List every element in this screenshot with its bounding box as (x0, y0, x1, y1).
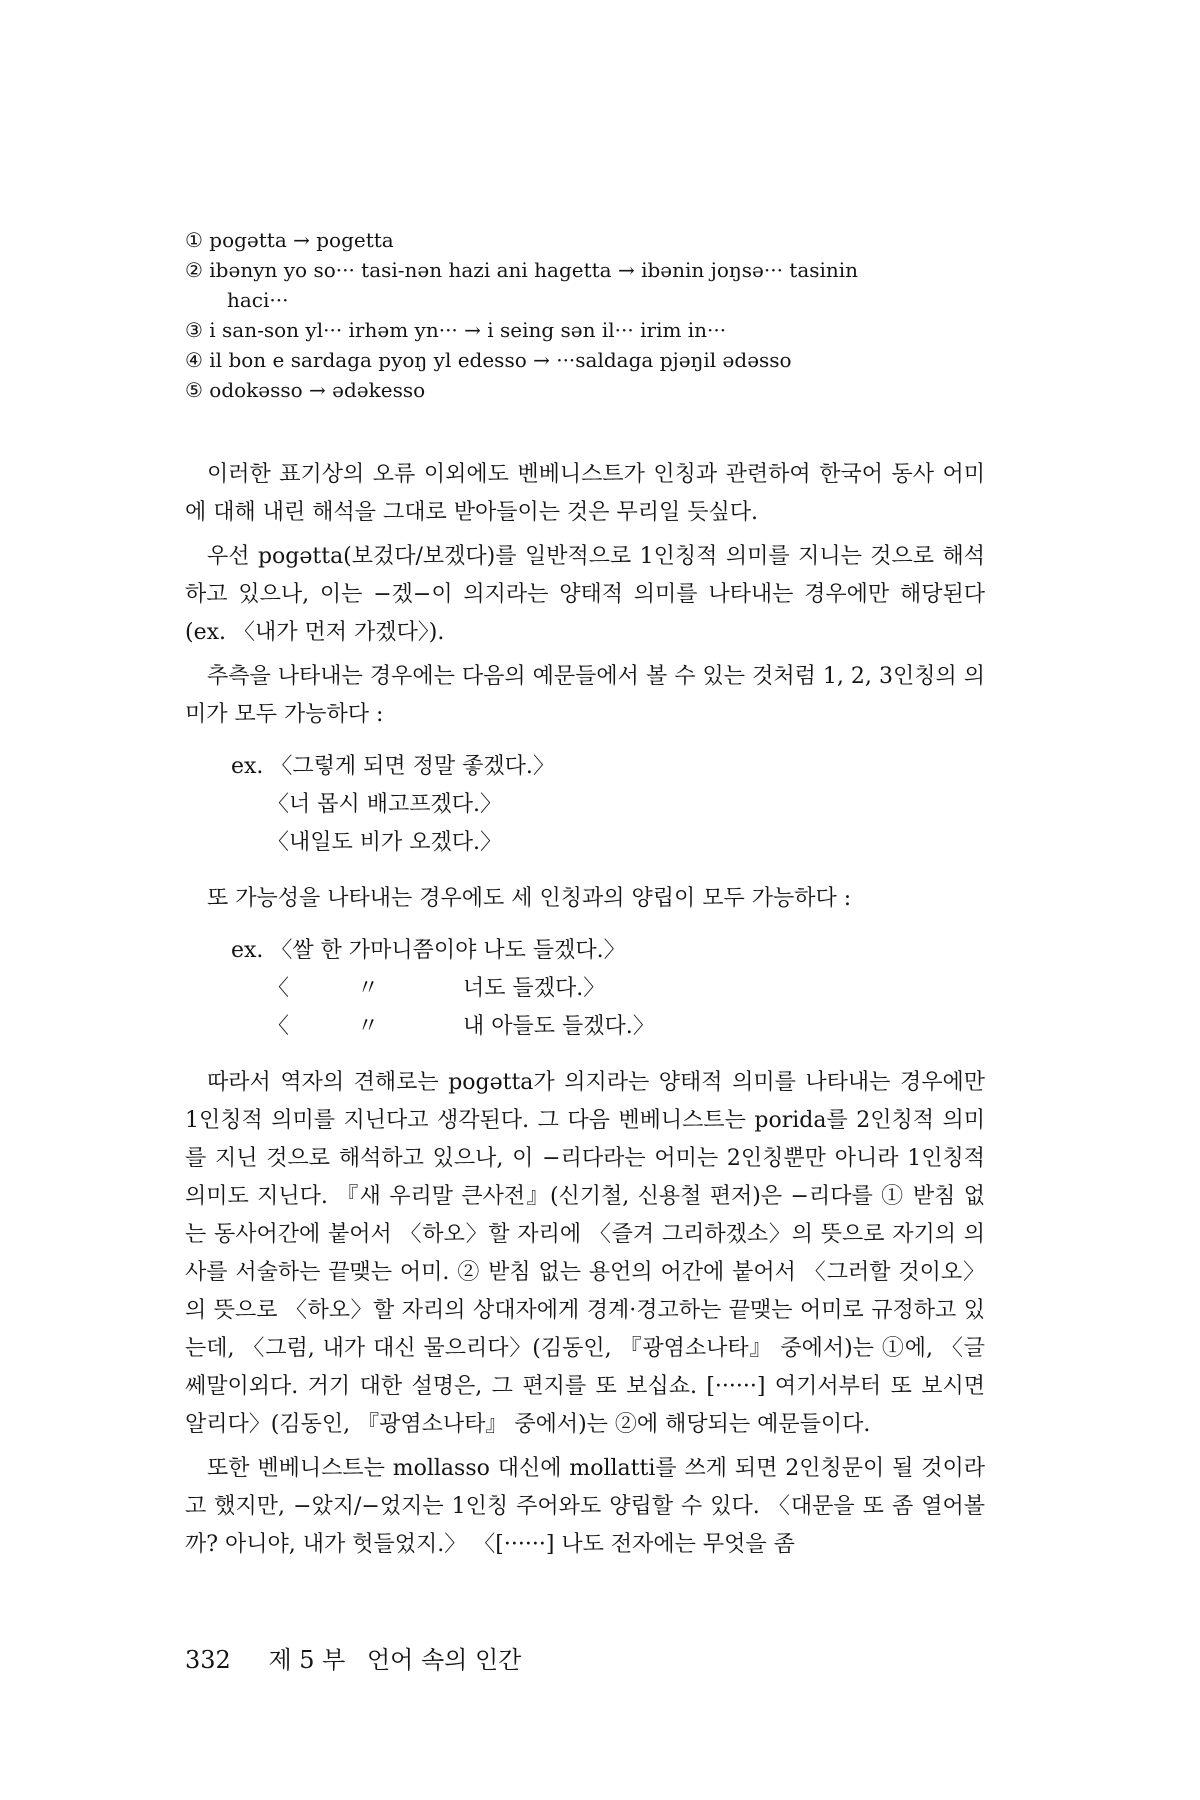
open-bracket: 〈 (267, 1014, 290, 1039)
ditto-mark: 〃 (357, 1014, 380, 1039)
open-bracket: 〈 (267, 976, 290, 1001)
paragraph: 따라서 역자의 견해로는 pogətta가 의지라는 양태적 의미를 나타내는 경우에만 1인칭적 의미를 지닌다고 생각된다. 그 다음 벤베니스트는 porida를 2인칭적 의미를 지닌 것으로 해석하고 있으나, 이 −리다라는 어미는 2인칭뿐만 아니라 1인칭적 의미도 지닌다. 『새 우리말 큰사전』(신기철, 신용철 편저)은 −리다를 ① 받침 없는 동사어간에 붙어서 〈하오〉할 자리에 〈즐겨 그리하겠소〉의 뜻으로 자기의 의사를 서술하는 끝맺는 어미. ② 받침 없는 용언의 어간에 붙어서 〈그러할 것이오〉의 뜻으로 〈하오〉할 자리의 상대자에게 경계·경고하는 끝맺는 어미로 규정하고 있는데, 〈그럼, 내가 대신 물으리다〉(김동인, 『광염소나타』 중에서)는 ①에, 〈글쎄말이외다. 거기 대한 설명은, 그 편지를 또 보십쇼. [······] 여기서부터 또 보시면 알리다〉(김동인, 『광염소나타』 중에서)는 ②에 해당되는 예문들이다. (185, 1070, 985, 1437)
example-row (231, 970, 985, 1008)
example-sentences-inference (231, 748, 985, 862)
example-sentence: 〈쌀 한 가마니쯤이야 나도 들겠다.〉 (270, 938, 626, 963)
example-item: ② ibənyn yo so··· tasi-nən hazi ani hagetta → ibənin joŋsə··· tasinin (185, 258, 859, 282)
paragraph: 또 가능성을 나타내는 경우에도 세 인칭과의 양립이 모두 가능하다 : (207, 886, 852, 911)
example-row (231, 932, 985, 970)
paragraph: 이러한 표기상의 오류 이외에도 벤베니스트가 인칭과 관련하여 한국어 동사 어미에 대해 내린 해석을 그대로 받아들이는 것은 무리일 듯싶다. (185, 462, 985, 525)
example-item-continuation: haci··· (227, 288, 289, 312)
example-prefix: ex. (231, 754, 264, 779)
example-item: ⑤ odokəsso → ədəkesso (185, 378, 426, 402)
ditto-mark: 〃 (357, 976, 380, 1001)
example-row (231, 824, 985, 862)
example-sentence: 내 아들도 들겠다.〉 (463, 1014, 655, 1039)
example-item: ① pogətta → pogetta (185, 228, 394, 252)
section-title: 언어 속의 인간 (367, 1646, 522, 1674)
example-sentence: 너도 들겠다.〉 (463, 976, 606, 1001)
part-label: 제 5 부 (268, 1646, 346, 1674)
romanization-example-list (185, 225, 985, 405)
page-footer (185, 1640, 521, 1675)
paragraph: 또한 벤베니스트는 mollasso 대신에 mollatti를 쓰게 되면 2인칭문이 될 것이라고 했지만, −았지/−었지는 1인칭 주어와도 양립할 수 있다. 〈대문을 또 좀 열어볼까? 아니야, 내가 헛들었지.〉 〈[······] 나도 전자에는 무엇을 좀 (185, 1456, 985, 1557)
example-sentences-possibility (231, 932, 985, 1046)
example-item: ③ i san-son yl··· irhəm yn··· → i seing sən il··· irim in··· (185, 318, 727, 342)
example-item: ④ il bon e sardaga pyoŋ yl edesso → ···saldaga pjəŋil ədəsso (185, 348, 792, 372)
example-row (231, 748, 985, 786)
page-number: 332 (185, 1646, 231, 1674)
paragraph: 추측을 나타내는 경우에는 다음의 예문들에서 볼 수 있는 것처럼 1, 2, 3인칭의 의미가 모두 가능하다 : (185, 664, 985, 727)
example-row (231, 1008, 985, 1046)
body-text (185, 456, 985, 1570)
example-sentence: 〈그렇게 되면 정말 좋겠다.〉 (270, 754, 555, 779)
example-sentence: 〈너 몹시 배고프겠다.〉 (267, 792, 502, 817)
example-row (231, 786, 985, 824)
paragraph: 우선 pogətta(보겄다/보겠다)를 일반적으로 1인칭적 의미를 지니는 것으로 해석하고 있으나, 이는 −겠−이 의지라는 양태적 의미를 나타내는 경우에만 해당된다(ex. 〈내가 먼저 가겠다〉). (185, 544, 985, 645)
example-prefix: ex. (231, 938, 264, 963)
example-sentence: 〈내일도 비가 오겠다.〉 (267, 830, 502, 855)
